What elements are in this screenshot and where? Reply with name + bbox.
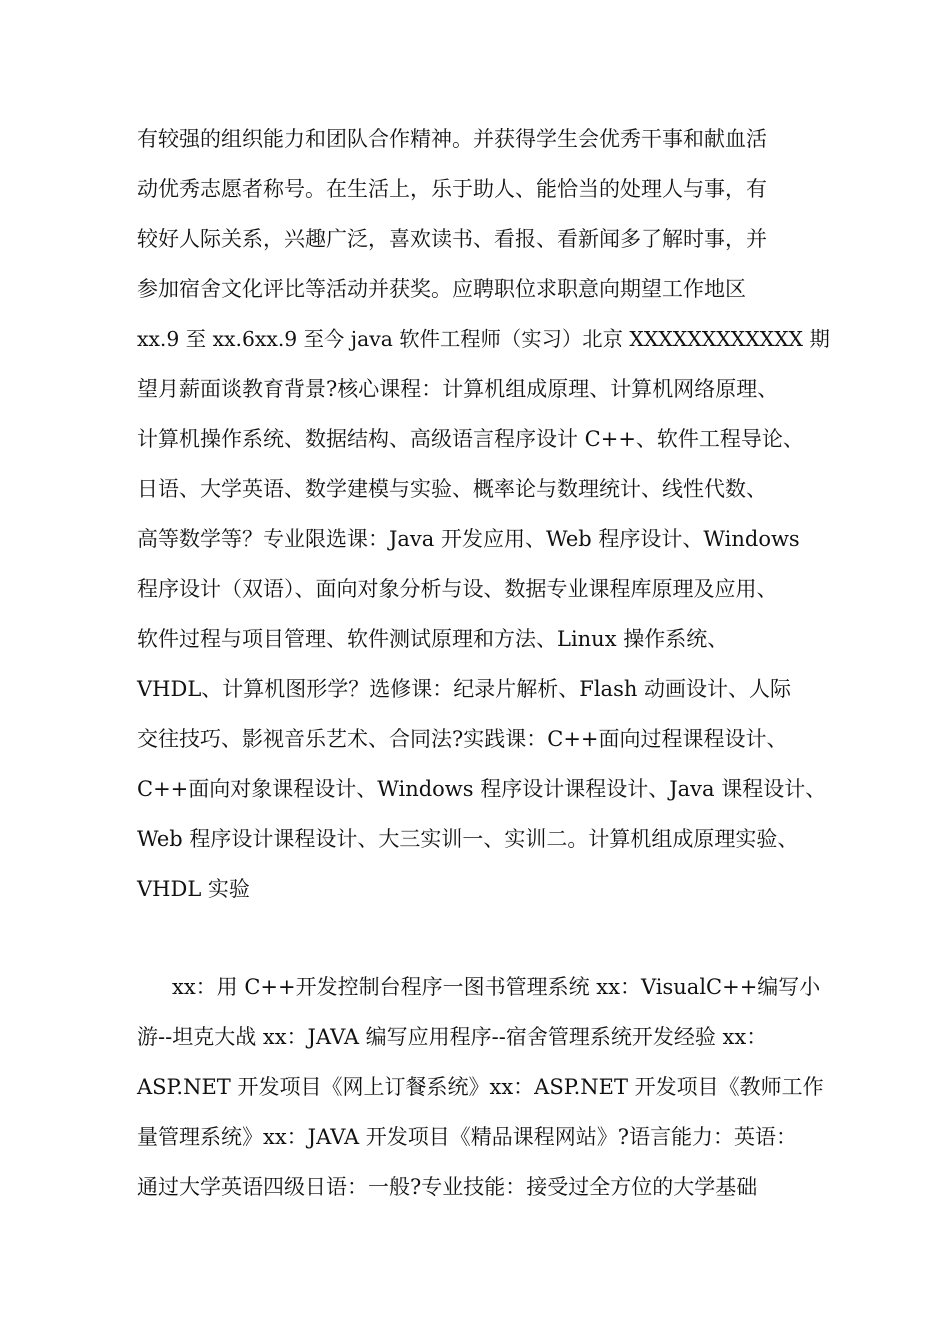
text-line: 软件过程与项目管理、软件测试原理和方法、Linux 操作系统、 xyxy=(137,627,729,651)
text-line: 日语、大学英语、数学建模与实验、概率论与数理统计、线性代数、 xyxy=(137,477,767,501)
text-line: 参加宿舍文化评比等活动并获奖。应聘职位求职意向期望工作地区 xyxy=(137,277,746,301)
text-line: 游--坦克大战 xx：JAVA 编写应用程序--宿舍管理系统开发经验 xx： xyxy=(137,1025,768,1049)
text-line: C++面向对象课程设计、Windows 程序设计课程设计、Java 课程设计、 xyxy=(137,777,827,801)
text-line: 较好人际关系，兴趣广泛，喜欢读书、看报、看新闻多了解时事，并 xyxy=(137,227,767,251)
text-line: ASP.NET 开发项目《网上订餐系统》xx：ASP.NET 开发项目《教师工作 xyxy=(137,1075,824,1099)
text-line: xx：用 C++开发控制台程序一图书管理系统 xx：VisualC++编写小 xyxy=(172,975,821,999)
text-line: Web 程序设计课程设计、大三实训一、实训二。计算机组成原理实验、 xyxy=(137,827,799,851)
text-line: 量管理系统》xx：JAVA 开发项目《精品课程网站》?语言能力：英语： xyxy=(137,1125,798,1149)
text-line: 动优秀志愿者称号。在生活上，乐于助人、能恰当的处理人与事，有 xyxy=(137,177,767,201)
text-line: 交往技巧、影视音乐艺术、合同法?实践课：C++面向过程课程设计、 xyxy=(137,727,788,751)
text-line: VHDL、计算机图形学？选修课：纪录片解析、Flash 动画设计、人际 xyxy=(137,677,792,701)
text-line: 高等数学等？专业限选课：Java 开发应用、Web 程序设计、Windows xyxy=(137,527,800,551)
text-line: 计算机操作系统、数据结构、高级语言程序设计 C++、软件工程导论、 xyxy=(137,427,804,451)
text-line: 通过大学英语四级日语：一般?专业技能：接受过全方位的大学基础 xyxy=(137,1175,758,1199)
text-line: VHDL 实验 xyxy=(137,877,250,901)
text-line: 程序设计（双语）、面向对象分析与设、数据专业课程库原理及应用、 xyxy=(137,577,778,601)
text-line: 有较强的组织能力和团队合作精神。并获得学生会优秀干事和献血活 xyxy=(137,127,767,151)
text-line: xx.9 至 xx.6xx.9 至今 java 软件工程师（实习）北京 XXXXXXXXXXXX 期 xyxy=(137,327,830,351)
text-line: 望月薪面谈教育背景?核心课程：计算机组成原理、计算机网络原理、 xyxy=(137,377,779,401)
